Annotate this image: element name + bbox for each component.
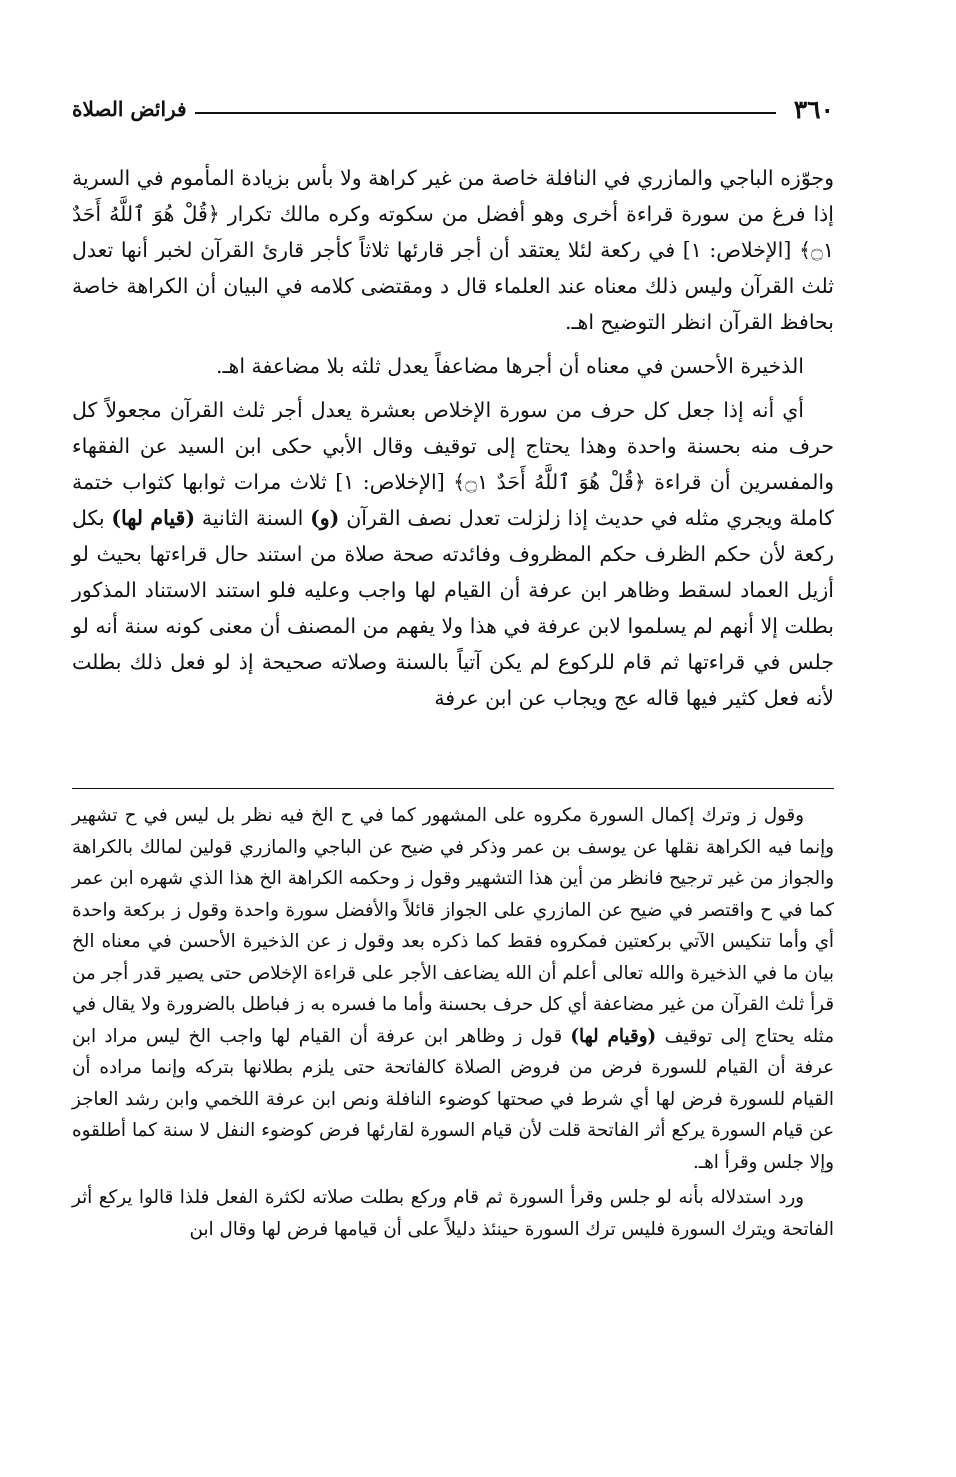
main-p3-text-2: السنة الثانية	[201, 506, 304, 530]
footnote-p1-bold: (وقيام لها)	[570, 1025, 657, 1047]
main-p3-text-1: أي أنه إذا جعل كل حرف من سورة الإخلاص بعشرة يعدل أجر ثلث القرآن مجعولاً كل حرف منه بحسنة واحدة وهذا يحتاج إلى توقيف وقال الأبي حكى ابن السيد عن الفقهاء والمفسرين أن قراءة ﴿قُلْ هُوَ ٱللَّهُ أَحَدٌ ۝١﴾ [الإخلاص: ١] ثلاث مرات ثوابها كثواب ختمة كاملة ويجري مثله في حديث إذا زلزلت تعدل نصف القرآن	[72, 398, 834, 530]
footnote-divider	[72, 788, 834, 789]
footnote-p1-text-2: قول ز وظاهر ابن عرفة أن القيام لها واجب الخ ليس مراد ابن عرفة أن القيام للسورة فرض من فروض الصلاة كالفاتحة حتى يلزم بطلانها بتركه وإنما مراده أن القيام للسورة فرض لها أي شرط في صحتها كوضوء النافلة ونص ابن عرفة اللخمي وابن رشد العاجز عن قيام السورة يركع أثر الفاتحة قلت لأن قيام السورة لقارئها فرض كوضوء النفل لا سنة كما أطلقوه وإلا جلس وقرأ اهـ.	[72, 1025, 834, 1173]
main-paragraph-2: الذخيرة الأحسن في معناه أن أجرها مضاعفاً يعدل ثلثه بلا مضاعفة اهـ.	[216, 354, 804, 378]
main-p3-bold-1: (و)	[310, 506, 340, 530]
footnote-paragraph-2: ورد استدلاله بأنه لو جلس وقرأ السورة ثم قام وركع بطلت صلاته لكثرة الفعل فلذا قالوا يركع أثر الفاتحة ويترك السورة فليس ترك السورة حينئذ دليلاً على أن قيامها فرض لها وقال ابن	[72, 1187, 834, 1240]
main-paragraph-1: وجوّزه الباجي والمازري في النافلة خاصة من غير كراهة ولا بأس بزيادة المأموم في السرية إذا فرغ من سورة قراءة أخرى وهو أفضل من سكوته وكره مالك تكرار ﴿قُلْ هُوَ ٱللَّهُ أَحَدٌ ۝١﴾ [الإخلاص: ١] في ركعة لئلا يعتقد أن أجر قارئها ثلاثاً كأجر قارئ القرآن لخبر أنها تعدل ثلث القرآن وليس ذلك معناه عند العلماء قال د ومقتضى كلامه في البيان أن الكراهة خاصة بحافظ القرآن انظر التوضيح اهـ.	[72, 166, 834, 334]
header-rule	[195, 112, 776, 114]
page-number: ٣٦٠	[793, 94, 834, 124]
footnote-text	[72, 800, 834, 1249]
footnote-paragraph-1	[72, 800, 834, 1178]
running-title: فرائض الصلاة	[72, 97, 187, 121]
main-paragraph-3	[72, 392, 834, 716]
page-header	[72, 92, 834, 126]
main-p3-text-3: بكل ركعة لأن حكم الظرف حكم المظروف وفائدته صحة صلاة من استند حال قراءتها بحيث لو أزيل العماد لسقط وظاهر ابن عرفة أن القيام لها واجب وعليه فلو استند الاستناد المذكور بطلت إلا أنهم لم يسلموا لابن عرفة في هذا ولا يفهم من المصنف أن معنى كونه سنة أنه لو جلس في قراءتها ثم قام للركوع لم يكن آتياً بالسنة وصلاته صحيحة إذ لو فعل ذلك بطلت لأنه فعل كثير فيها قاله عج ويجاب عن ابن عرفة	[72, 506, 834, 710]
main-text	[72, 160, 834, 724]
footnote-p1-text-1: وقول ز وترك إكمال السورة مكروه على المشهور كما في ح الخ فيه نظر بل ليس في ح تشهير وإنما فيه الكراهة نقلها عن يوسف بن عمر وذكر في ضيح عن الباجي والمازري قولين لمالك بالكراهة والجواز من غير ترجيح فانظر من أين هذا التشهير وقول ز وحكمه الكراهة الخ هذا الذي شهره ابن عمر كما في ح واقتصر في ضيح عن المازري على الجواز قائلاً والأفضل سورة واحدة وقول ز بركعة واحدة أي وأما تنكيس الآتي بركعتين فمكروه فقط كما ذكره بعد وقول ز عن الذخيرة الأحسن في معناه الخ بيان ما في الذخيرة والله تعالى أعلم أن الله يضاعف الأجر على قراءة الإخلاص حتى يصير قدر أجر من قرأ ثلث القرآن من غير مضاعفة أي كل حرف بحسنة وأما ما فسره به ز فباطل بالضرورة ولا يقال في مثله يحتاج إلى توقيف	[72, 805, 834, 1047]
main-p3-bold-2: (قيام لها)	[111, 506, 196, 530]
